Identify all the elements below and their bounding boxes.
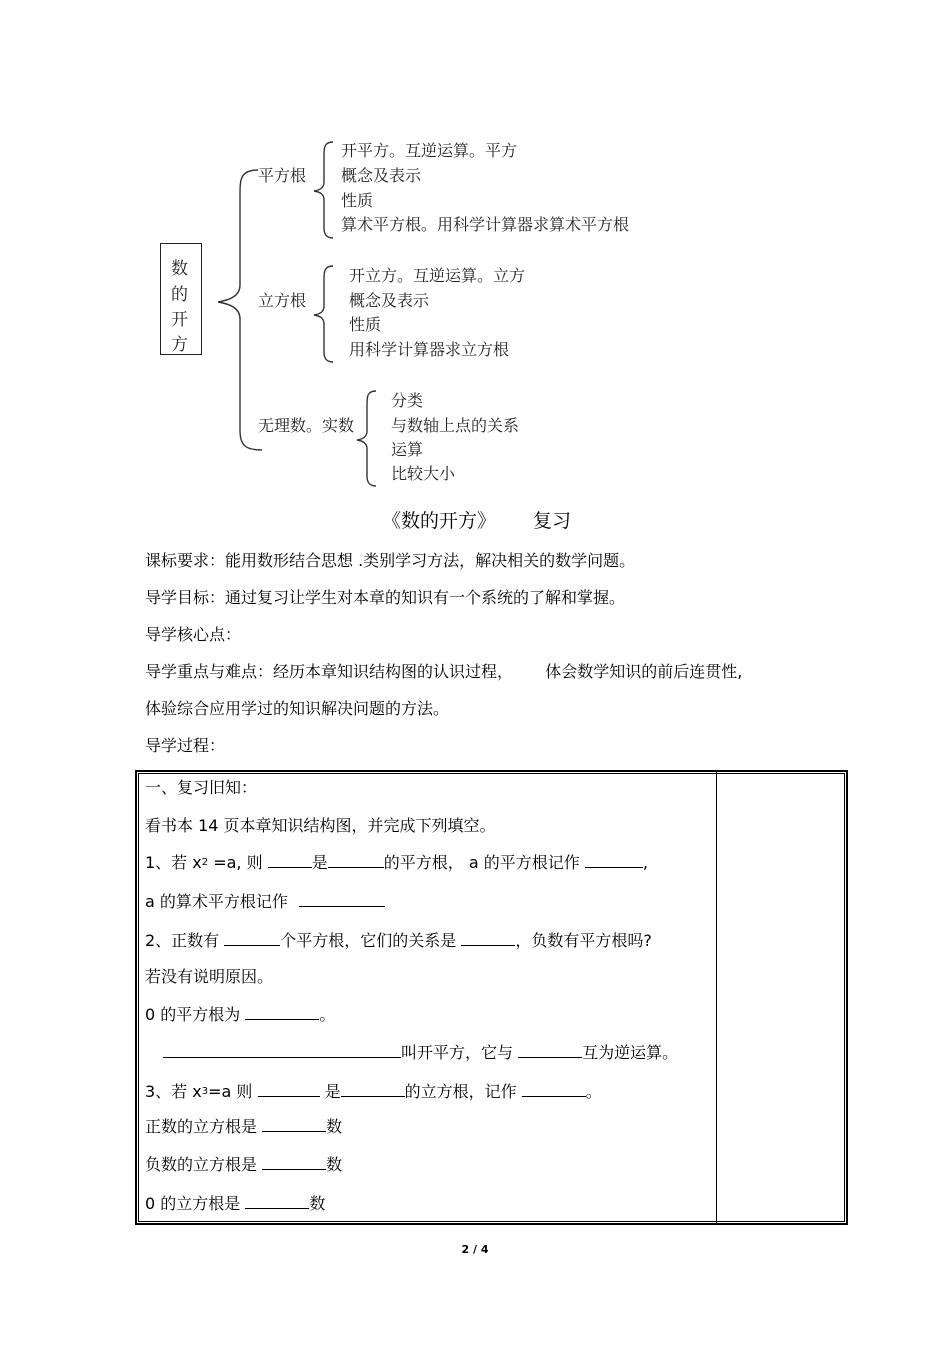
table-column-divider — [716, 772, 717, 1223]
answer-blank[interactable] — [245, 1194, 309, 1209]
question-3b: 正数的立方根是 数 — [145, 1117, 343, 1136]
branch-item: 开平方。互逆运算。平方 — [341, 141, 518, 160]
branch-item: 分类 — [391, 391, 424, 410]
section-heading: 一、复习旧知： — [145, 778, 258, 797]
root-char: 的 — [171, 285, 188, 305]
answer-blank[interactable] — [299, 892, 385, 907]
answer-blank[interactable] — [461, 931, 515, 946]
key-points — [145, 659, 742, 682]
root-char: 方 — [171, 335, 188, 355]
answer-blank[interactable] — [328, 853, 384, 868]
branch-label-square-root: 平方根 — [258, 166, 307, 185]
branch-label-real-numbers: 无理数。实数 — [258, 416, 355, 435]
curriculum-standard: 课标要求：能用数形结合思想 .类别学习方法，解决相关的数学问题。 — [145, 551, 636, 570]
question-1b: a 的算术平方根记作 — [145, 889, 385, 912]
branch-item: 与数轴上点的关系 — [391, 416, 520, 435]
branch-item: 概念及表示 — [349, 291, 430, 310]
answer-blank[interactable] — [262, 1117, 326, 1132]
answer-blank[interactable] — [224, 931, 280, 946]
answer-blank[interactable] — [163, 1043, 401, 1058]
branch-item: 比较大小 — [391, 464, 456, 483]
page-number: 2 / 4 — [461, 1243, 489, 1256]
question-2b: 若没有说明原因。 — [145, 967, 274, 986]
answer-blank[interactable] — [518, 1043, 582, 1058]
branch-item: 概念及表示 — [341, 166, 422, 185]
root-char: 数 — [171, 259, 188, 279]
process-heading: 导学过程： — [145, 736, 226, 755]
question-2d: 叫开平方，它与 互为逆运算。 — [163, 1040, 678, 1063]
question-2: 2、正数有 个平方根，它们的关系是 ，负数有平方根吗? — [145, 931, 652, 950]
answer-blank[interactable] — [258, 1082, 320, 1097]
learning-goal: 导学目标：通过复习让学生对本章的知识有一个系统的了解和掌握。 — [145, 588, 626, 607]
key-points-continued: 体验综合应用学过的知识解决问题的方法。 — [145, 699, 450, 718]
answer-blank[interactable] — [245, 1005, 319, 1020]
answer-blank[interactable] — [268, 853, 312, 868]
instruction: 看书本 14 页本章知识结构图，并完成下列填空。 — [145, 816, 496, 835]
branch-item: 用科学计算器求立方根 — [349, 340, 510, 359]
answer-blank[interactable] — [585, 853, 643, 868]
answer-blank[interactable] — [341, 1082, 405, 1097]
branch-item: 运算 — [391, 440, 424, 459]
answer-blank[interactable] — [262, 1155, 326, 1170]
core-points: 导学核心点： — [145, 625, 242, 644]
page-subtitle: 复习 — [533, 510, 572, 532]
question-2c: 0 的平方根为 。 — [145, 1005, 336, 1024]
branch-item: 算术平方根。用科学计算器求算术平方根 — [341, 215, 630, 234]
branch-item: 性质 — [349, 315, 382, 334]
key-points-a: 导学重点与难点：经历本章知识结构图的认识过程， — [145, 662, 514, 681]
branch-label-cube-root: 立方根 — [258, 291, 307, 310]
root-char: 开 — [171, 310, 188, 330]
question-3d: 0 的立方根是 数 — [145, 1194, 326, 1213]
question-3: 3、若 $x^3=a$ 则 是 的立方根，记作 。 — [145, 1082, 602, 1101]
key-points-b: 体会数学知识的前后连贯性, — [545, 662, 743, 681]
answer-blank[interactable] — [522, 1082, 586, 1097]
question-1: 1、若 $x^2 =a$, 则 是 的平方根， a 的平方根记作 , — [145, 853, 648, 872]
branch-item: 性质 — [341, 191, 374, 210]
branch-item: 开立方。互逆运算。立方 — [349, 266, 526, 285]
page-title: 《数的开方》 — [382, 510, 497, 532]
question-3c: 负数的立方根是 数 — [145, 1155, 343, 1174]
